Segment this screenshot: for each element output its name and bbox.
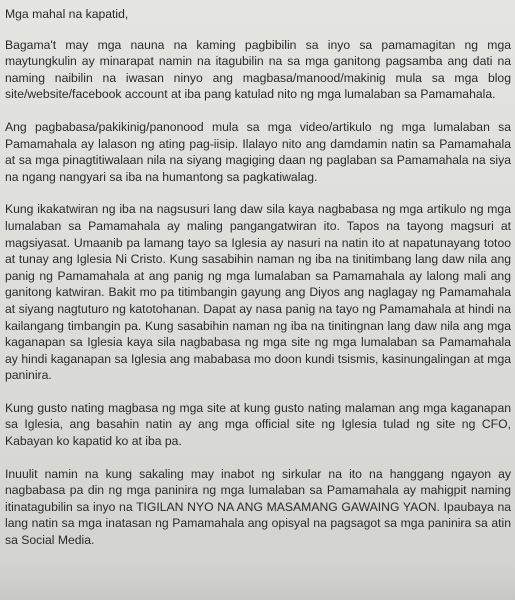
paper-shadow xyxy=(0,566,515,600)
paragraph-3: Kung ikakatwiran ng iba na nagsusuri lang daw sila kaya nagbabasa ng mga artikulo ng mga lumalaban sa Pamamahala ay maling pangangatwiran ito. Tapos na tayong magsuri at magsiyasat. Umaanib pa lamang tayo sa Iglesia ay nasuri na natin ito at napatunayang totoo at tunay ang Iglesia Ni Cristo. Kung sasabihin naman ng iba na tinitimbang lang daw nila ang panig ng Pamamahala at ang panig ng mga lumalaban sa Pamamahala ay lalong mali ang ganitong katwiran. Bakit mo pa titimbangin gayung ang Diyos ang naglagay ng Pamamahala at siyang nagtuturo ng katotohanan. Dapat ay nasa panig na tayo ng Pamamahala at hindi na kailangang timbangin pa. Kung sasabihin naman ng iba na tinitingnan lang daw nila ang mga kaganapan sa Iglesia kaya sila nagbabasa ng mga site ng mga lumalaban sa Pamamahala ay hindi kaganapan sa Iglesia ang mababasa mo doon kundi tsismis, kasinungalingan at mga paninira. xyxy=(5,202,511,383)
letter-greeting: Mga mahal na kapatid, xyxy=(5,7,129,21)
paragraph-1: Bagama't may mga nauna na kaming pagbibilin sa inyo sa pamamagitan ng mga maytungkulin ay minarapat namin na itagubilin na sa mga ganitong pagsamba ang dati na naming naibilin na iwasan ninyo ang magbasa/manood/makinig mula sa mga blog site/website/facebook account at iba pang katulad nito ng mga lumalaban sa Pamamahala. xyxy=(5,37,511,102)
paragraph-4: Kung gusto nating magbasa ng mga site at kung gusto nating malaman ang mga kaganapan sa Iglesia, ang basahin natin ay ang mga official site ng Iglesia tulad ng site ng CFO, Kabayan ko kapatid ko at iba pa. xyxy=(5,400,511,449)
paragraph-2: Ang pagbabasa/pakikinig/panonood mula sa mga video/artikulo ng mga lumalaban sa Pamamahala ay lalason ng ating pag-iisip. Ilalayo nito ang damdamin natin sa Pamamahala at sa mga pinagtitiwalaan nila na siyang magiging daan ng paglaban sa Pamamahala na siya na ngang nangyari sa iba na humantong sa pagkatiwalag. xyxy=(5,119,511,184)
paragraph-5: Inuulit namin na kung sakaling may inabot ng sirkular na ito na hanggang ngayon ay nagbabasa pa din ng mga paninira ng mga lumalaban sa Pamamahala ay mahigpit naming itinatagubilin sa inyo na TIGILAN NYO NA ANG MASAMANG GAWAING YAON. Ipaubaya na lang natin sa mga inatasan ng Pamamahala ang opisyal na pagsagot sa mga paninira sa atin sa Social Media. xyxy=(5,466,511,548)
